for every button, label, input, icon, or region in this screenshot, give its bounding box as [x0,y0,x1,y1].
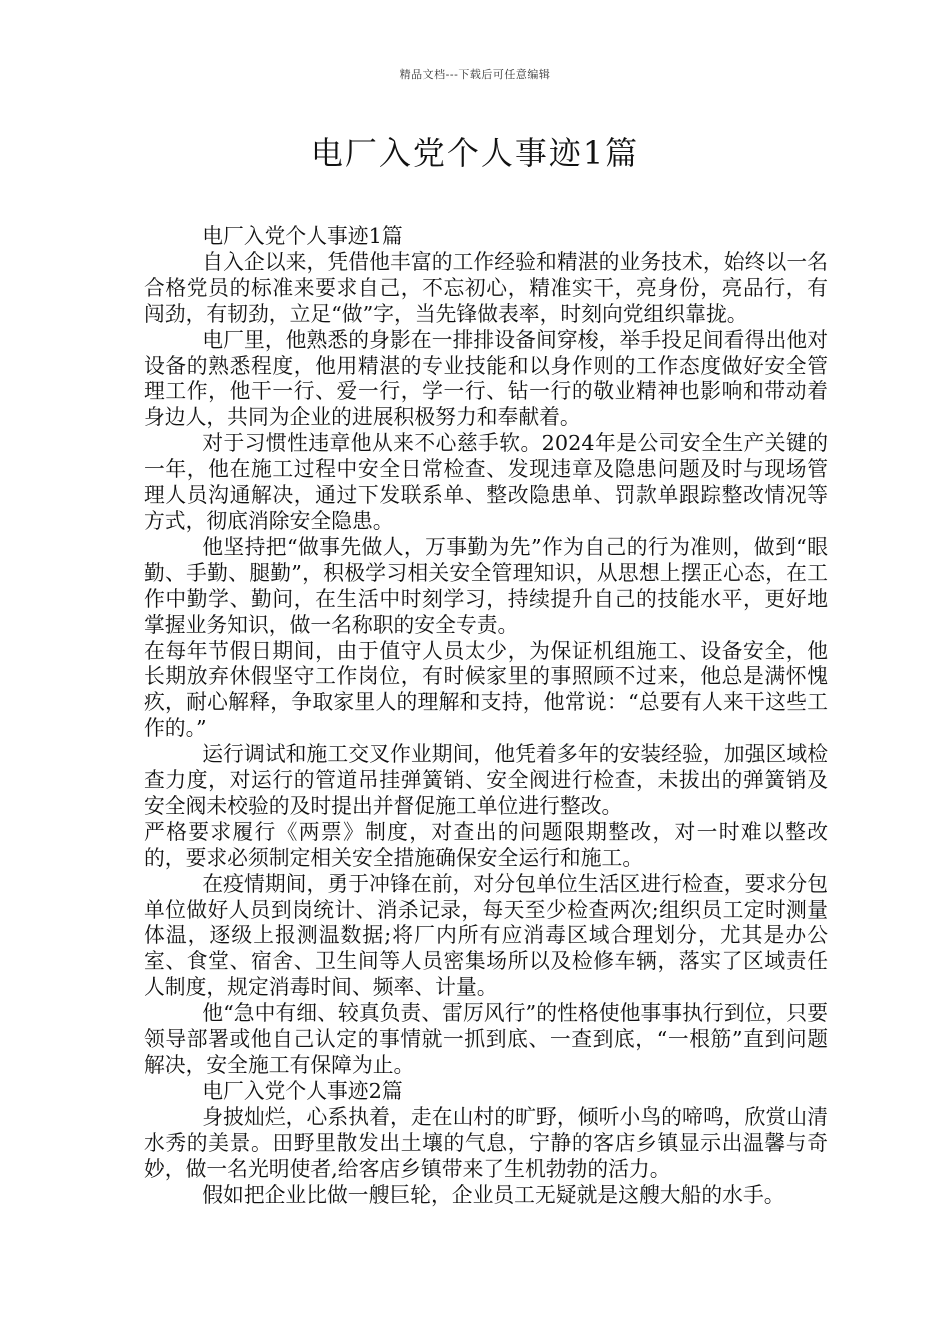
body-paragraph: 电厂入党个人事迹2篇 [202,1078,403,1103]
body-paragraph: 在每年节假日期间，由于值守人员太少，为保证机组施工、设备安全，他长期放弃休假坚守工作岗位，有时候家里的事照顾不过来，他总是满怀愧疚，耐心解释，争取家里人的理解和支持，他常说：“总要有人来干这些工作的。” [144,638,828,741]
body-paragraph: 电厂入党个人事迹1篇 [202,224,403,248]
body-paragraph: 他“急中有细、较真负责、雷厉风行”的性格使他事事执行到位，只要领导部署或他自己认定的事情就一抓到底、一查到底，“一根筋”直到问题解决，安全施工有保障为止。 [144,1001,828,1077]
body-paragraph: 身披灿烂，心系执着，走在山村的旷野，倾听小鸟的啼鸣，欣赏山清水秀的美景。田野里散发出土壤的气息，宁静的客店乡镇显示出温馨与奇妙，做一名光明使者,给客店乡镇带来了生机勃勃的活力。 [144,1104,828,1181]
body-paragraph: 假如把企业比做一艘巨轮，企业员工无疑就是这艘大船的水手。 [202,1182,785,1207]
body-paragraph: 他坚持把“做事先做人，万事勤为先”作为自己的行为准则，做到“眼勤、手勤、腿勤”，积极学习相关安全管理知识，从思想上摆正心态，在工作中勤学、勤问，在生活中时刻学习，持续提升自己的技能水平，更好地掌握业务知识，做一名称职的安全专责。 [144,534,828,637]
document-body [144,224,828,1208]
body-paragraph: 严格要求履行《两票》制度，对查出的问题限期整改，对一时难以整改的，要求必须制定相关安全措施确保安全运行和施工。 [144,819,828,870]
document-title: 电厂入党个人事迹1篇 [310,134,640,172]
body-paragraph: 运行调试和施工交叉作业期间，他凭着多年的安装经验，加强区域检查力度，对运行的管道吊挂弹簧销、安全阀进行检查，未拔出的弹簧销及安全阀未校验的及时提出并督促施工单位进行整改。 [144,742,828,818]
body-paragraph: 电厂里，他熟悉的身影在一排排设备间穿梭，举手投足间看得出他对设备的熟悉程度，他用精湛的专业技能和以身作则的工作态度做好安全管理工作，他干一行、爱一行，学一行、钻一行的敬业精神也影响和带动着身边人，共同为企业的进展积极努力和奉献着。 [144,327,828,430]
body-paragraph: 自入企以来，凭借他丰富的工作经验和精湛的业务技术，始终以一名合格党员的标准来要求自己，不忘初心，精准实干，亮身份，亮品行，有闯劲，有韧劲，立足“做”字，当先锋做表率，时刻向党组织靠拢。 [144,249,828,326]
body-paragraph: 在疫情期间，勇于冲锋在前，对分包单位生活区进行检查，要求分包单位做好人员到岗统计、消杀记录，每天至少检查两次;组织员工定时测量体温，逐级上报测温数据;将厂内所有应消毒区域合理划分，尤其是办公室、食堂、宿舍、卫生间等人员密集场所以及检修车辆，落实了区域责任人制度，规定消毒时间、频率、计量。 [144,871,828,1000]
body-paragraph: 对于习惯性违章他从来不心慈手软。2024年是公司安全生产关键的一年，他在施工过程中安全日常检查、发现违章及隐患问题及时与现场管理人员沟通解决，通过下发联系单、整改隐患单、罚款单跟踪整改情况等方式，彻底消除安全隐患。 [144,431,828,533]
header-note: 精品文档---下载后可任意编辑 [399,68,551,81]
